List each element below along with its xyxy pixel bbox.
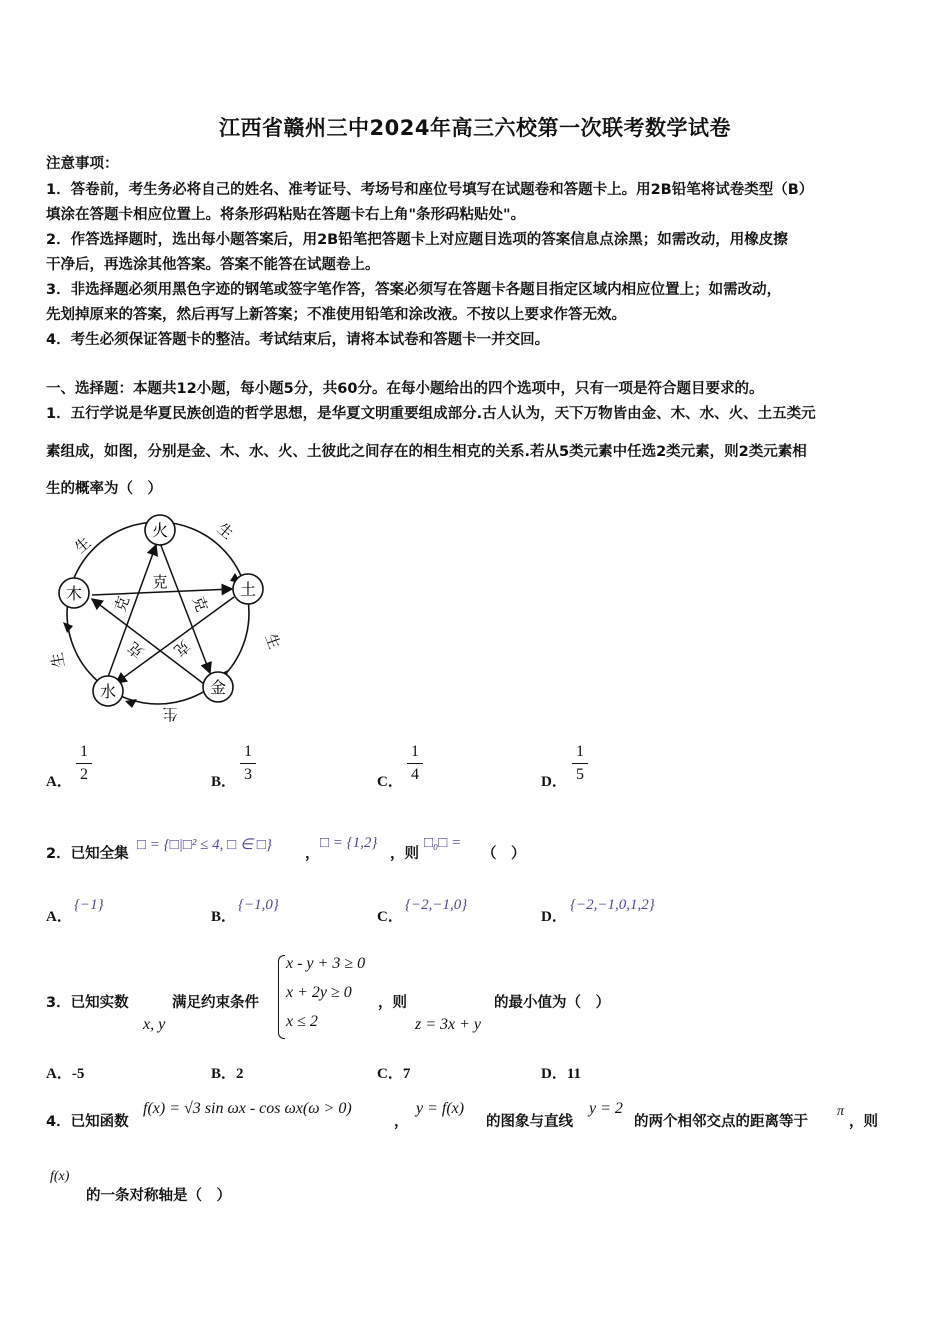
- q1-option-a-fraction: 1 2: [74, 743, 94, 784]
- element-node-metal: [203, 672, 233, 702]
- sheng-label: 生: [71, 533, 95, 557]
- element-node-wood: [59, 578, 89, 608]
- q2-option-b-letter: B．: [211, 909, 237, 925]
- q1-option-b-fraction: 1 3: [238, 743, 258, 784]
- q3-system-brace: [278, 955, 285, 1039]
- sheng-label: 生: [162, 705, 178, 723]
- q2-comma: ，: [305, 846, 320, 862]
- q1-option-a-letter: A．: [46, 774, 72, 790]
- sheng-label: 生: [47, 651, 69, 669]
- q3-option-a: A．-5: [46, 1066, 85, 1082]
- q3-then: ，则: [378, 995, 407, 1011]
- notice-line: 3．非选择题必须用黑色字迹的钢笔或签字笔作答，答案必须写在答题卡各题目指定区域内相应位置上；如需改动，: [46, 282, 782, 298]
- q4-fx: f(x): [50, 1169, 70, 1184]
- q2-option-c-value: {−2,−1,0}: [405, 897, 468, 913]
- q1-option-d-letter: D．: [541, 774, 567, 790]
- element-node-fire: [145, 515, 175, 545]
- ke-label: 克: [124, 638, 148, 662]
- q3-vars: x, y: [143, 1016, 166, 1033]
- q2-complement: □₀□ =: [424, 835, 462, 851]
- ke-label: 克: [188, 593, 212, 615]
- q4-distance-text: 的两个相邻交点的距离等于: [634, 1114, 808, 1130]
- q3-constraint-1: x - y + 3 ≥ 0: [286, 955, 366, 972]
- ke-label: 克: [110, 593, 134, 615]
- notice-line: 1．答卷前，考生务必将自己的姓名、准考证号、考场号和座位号填写在试题卷和答题卡上。用2B铅笔将试卷类型（B）: [46, 182, 814, 198]
- q2-option-a-value: {−1}: [74, 897, 104, 913]
- q3-constraint-label: 满足约束条件: [172, 995, 259, 1011]
- svg-text:金: 金: [209, 678, 227, 697]
- q2-then: ，则: [390, 846, 419, 862]
- q4-prefix: 4．已知函数: [46, 1114, 129, 1130]
- q3-constraint-3: x ≤ 2: [286, 1013, 318, 1030]
- q1-text: 1．五行学说是华夏民族创造的哲学思想，是华夏文明重要组成部分.古人认为，天下万物皆由金、木、水、火、土五类元: [46, 406, 816, 422]
- q1-text: 素组成，如图，分别是金、木、水、火、土彼此之间存在的相生相克的关系.若从5类元素中任选2类元素，则2类元素相: [46, 444, 807, 460]
- q3-prefix: 3．已知实数: [46, 995, 129, 1011]
- q1-option-d-fraction: 1 5: [570, 743, 590, 784]
- q3-constraint-2: x + 2y ≥ 0: [286, 984, 352, 1001]
- svg-text:木: 木: [65, 584, 83, 603]
- svg-text:火: 火: [151, 521, 169, 540]
- sheng-label: 生: [213, 519, 237, 543]
- notice-heading: 注意事项：: [46, 156, 119, 172]
- q4-mid: 的图象与直线: [486, 1114, 573, 1130]
- q3-option-b: B．2: [211, 1066, 244, 1082]
- q4-line: y = 2: [589, 1100, 623, 1117]
- ke-label: 克: [170, 636, 194, 660]
- q3-suffix: 的最小值为（ ）: [494, 995, 610, 1011]
- element-node-water: [93, 676, 123, 706]
- sheng-label: 生: [261, 631, 284, 652]
- exam-title: 江西省赣州三中2024年高三六校第一次联考数学试卷: [219, 116, 731, 140]
- q4-then: ，则: [849, 1114, 878, 1130]
- q2-paren: （ ）: [482, 846, 526, 862]
- q1-text: 生的概率为（ ）: [46, 481, 162, 497]
- q4-graph: y = f(x): [416, 1100, 465, 1117]
- q2-option-a-letter: A．: [46, 909, 72, 925]
- ke-label: 克: [152, 573, 168, 591]
- q2-option-d-letter: D．: [541, 909, 567, 925]
- svg-text:土: 土: [239, 580, 257, 599]
- q3-option-c: C．7: [377, 1066, 411, 1082]
- q4-comma: ，: [394, 1114, 409, 1130]
- notice-line: 先划掉原来的答案，然后再写上新答案；不准使用铅笔和涂改液。不按以上要求作答无效。: [46, 307, 626, 323]
- q4-pi: π: [837, 1104, 845, 1119]
- q1-option-c-fraction: 1 4: [405, 743, 425, 784]
- notice-line: 2．作答选择题时，选出每小题答案后，用2B铅笔把答题卡上对应题目选项的答案信息点涂黑；如需改动，用橡皮擦: [46, 232, 788, 248]
- q2-option-c-letter: C．: [377, 909, 403, 925]
- q2-set-a: □ = {1,2}: [320, 835, 378, 851]
- notice-line: 4．考生必须保证答题卡的整洁。考试结束后，请将本试卷和答题卡一并交回。: [46, 332, 550, 348]
- q3-objective: z = 3x + y: [415, 1016, 482, 1033]
- q4-last: 的一条对称轴是（ ）: [86, 1188, 231, 1204]
- q4-function: f(x) = √3 sin ωx - cos ωx(ω > 0): [143, 1100, 352, 1117]
- notice-line: 干净后，再选涂其他答案。答案不能答在试题卷上。: [46, 257, 380, 273]
- svg-text:水: 水: [99, 682, 117, 701]
- section-heading: 一、选择题：本题共12小题，每小题5分，共60分。在每小题给出的四个选项中，只有一项是符合题目要求的。: [46, 381, 764, 397]
- notice-line: 填涂在答题卡相应位置上。将条形码粘贴在答题卡右上角"条形码粘贴处"。: [46, 207, 526, 223]
- q3-option-d: D．11: [541, 1066, 582, 1082]
- element-node-earth: [233, 574, 263, 604]
- ke-star: [92, 543, 234, 687]
- q2-set-u: □ = {□|□² ≤ 4, □ ∈ □}: [137, 837, 272, 853]
- five-elements-diagram: [47, 505, 290, 730]
- q2-prefix: 2．已知全集: [46, 846, 129, 862]
- q1-option-b-letter: B．: [211, 774, 237, 790]
- q2-option-d-value: {−2,−1,0,1,2}: [570, 897, 655, 913]
- q1-option-c-letter: C．: [377, 774, 403, 790]
- q2-option-b-value: {−1,0}: [238, 897, 279, 913]
